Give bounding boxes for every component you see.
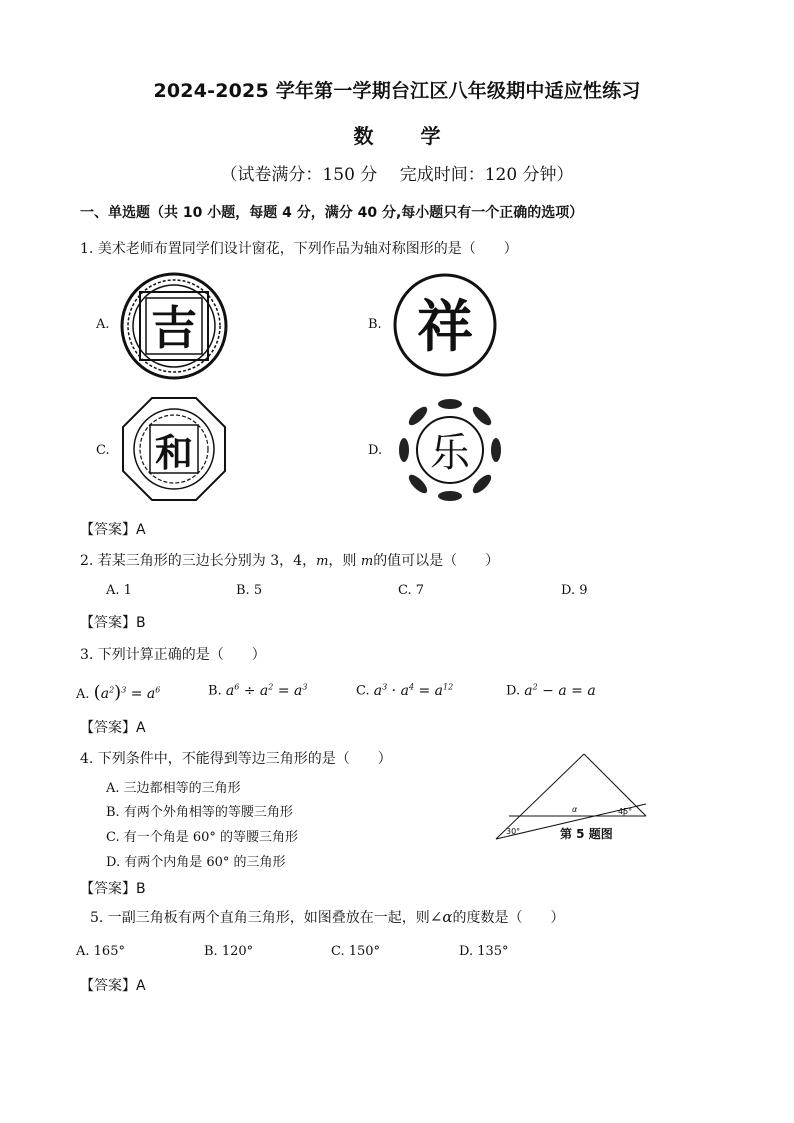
subject-char-2: 学: [420, 124, 441, 148]
subject-title: [0, 120, 794, 149]
q3-option-b: [208, 682, 307, 699]
q2-stem-part2: ，则: [328, 553, 361, 569]
q3-option-c-expr: $a^3 \cdot a^4 = a^{12}$: [373, 682, 454, 699]
q3-option-d-label: D.: [506, 683, 521, 699]
q4-stem: 4. 下列条件中，不能得到等边三角形的是（ ）: [80, 751, 392, 767]
q3-option-d-expr: $a^2 - a = a$: [524, 682, 596, 699]
q3-answer: 【答案】A: [80, 720, 146, 736]
q2-option-c: C. 7: [398, 583, 425, 598]
q3-option-a-label: A.: [76, 687, 90, 702]
q2-var-m: m: [316, 554, 329, 569]
fig-alpha: α: [572, 805, 578, 814]
q5-stem-part1: 5. 一副三角板有两个直角三角形，如图叠放在一起，则: [90, 910, 430, 926]
a-glyph: 吉: [151, 301, 197, 355]
q1-answer: 【答案】A: [80, 522, 146, 538]
d-glyph: 乐: [430, 430, 470, 476]
fig-caption: 第 5 题图: [560, 827, 613, 841]
q1-option-c-figure: [120, 395, 228, 503]
q1-option-c-label: C.: [96, 443, 110, 458]
q5-option-a: A. 165°: [76, 944, 125, 959]
q5-option-d: D. 135°: [459, 944, 509, 959]
q3-option-b-expr: $a^6 \div a^2 = a^3$: [225, 682, 308, 699]
q4-option-d: D. 有两个内角是 60° 的三角形: [106, 855, 286, 870]
q1-option-d-figure: [396, 396, 504, 504]
q3-option-a: [76, 682, 160, 703]
q4-option-b: B. 有两个外角相等的等腰三角形: [106, 805, 293, 820]
q3-option-d: [506, 682, 596, 699]
q2-option-b: B. 5: [236, 583, 263, 598]
fig-right-edge: [584, 754, 646, 816]
q1-option-a-figure: [120, 272, 228, 380]
subject-char-1: 数: [353, 124, 374, 148]
q1-option-a-label: A.: [96, 317, 110, 332]
q2-var-m-2: m: [360, 554, 374, 569]
c-glyph: 和: [154, 431, 194, 475]
q3-option-c: [356, 682, 453, 699]
q1-stem: 1. 美术老师布置同学们设计窗花，下列作品为轴对称图形的是（ ）: [80, 241, 518, 257]
section-heading: 一、单选题（共 10 小题，每题 4 分，满分 40 分,每小题只有一个正确的选项）: [80, 205, 584, 221]
q1-option-d-label: D.: [368, 443, 383, 458]
exam-title: 2024-2025 学年第一学期台江区八年级期中适应性练习: [153, 80, 641, 102]
q5-answer: 【答案】A: [80, 978, 146, 994]
q5-option-c: C. 150°: [331, 944, 381, 959]
q2-option-d: D. 9: [561, 583, 588, 598]
q3-stem: 3. 下列计算正确的是（ ）: [80, 647, 266, 663]
q5-angle-symbol: ∠α: [429, 908, 453, 926]
q2-option-a: A. 1: [106, 583, 132, 598]
q3-option-c-label: C.: [356, 683, 370, 699]
b-glyph: 祥: [417, 295, 473, 360]
q2-stem-part1: 2. 若某三角形的三边长分别为 3，4，: [80, 553, 317, 569]
q5-figure: [494, 748, 654, 844]
q4-option-a: A. 三边都相等的三角形: [106, 781, 241, 796]
exam-meta: （试卷满分：150 分 完成时间：120 分钟）: [220, 165, 574, 185]
q2-stem-part3: 的值可以是（ ）: [373, 553, 500, 569]
q5-stem-part2: 的度数是（ ）: [452, 910, 565, 926]
q5-option-b: B. 120°: [204, 944, 254, 959]
q3-option-a-expr: $(a^2)^3 = a^6$: [93, 682, 161, 703]
q1-option-b-label: B.: [368, 317, 382, 332]
q4-answer: 【答案】B: [80, 881, 146, 897]
q3-option-b-label: B.: [208, 683, 222, 699]
q2-stem: [80, 550, 499, 570]
q5-stem: [90, 907, 565, 927]
fig-angle-30: 30°: [506, 827, 521, 836]
q2-answer: 【答案】B: [80, 615, 146, 631]
q1-option-b-figure: [392, 272, 498, 378]
fig-angle-45: 45°: [618, 807, 633, 816]
q4-option-c: C. 有一个角是 60° 的等腰三角形: [106, 830, 299, 845]
